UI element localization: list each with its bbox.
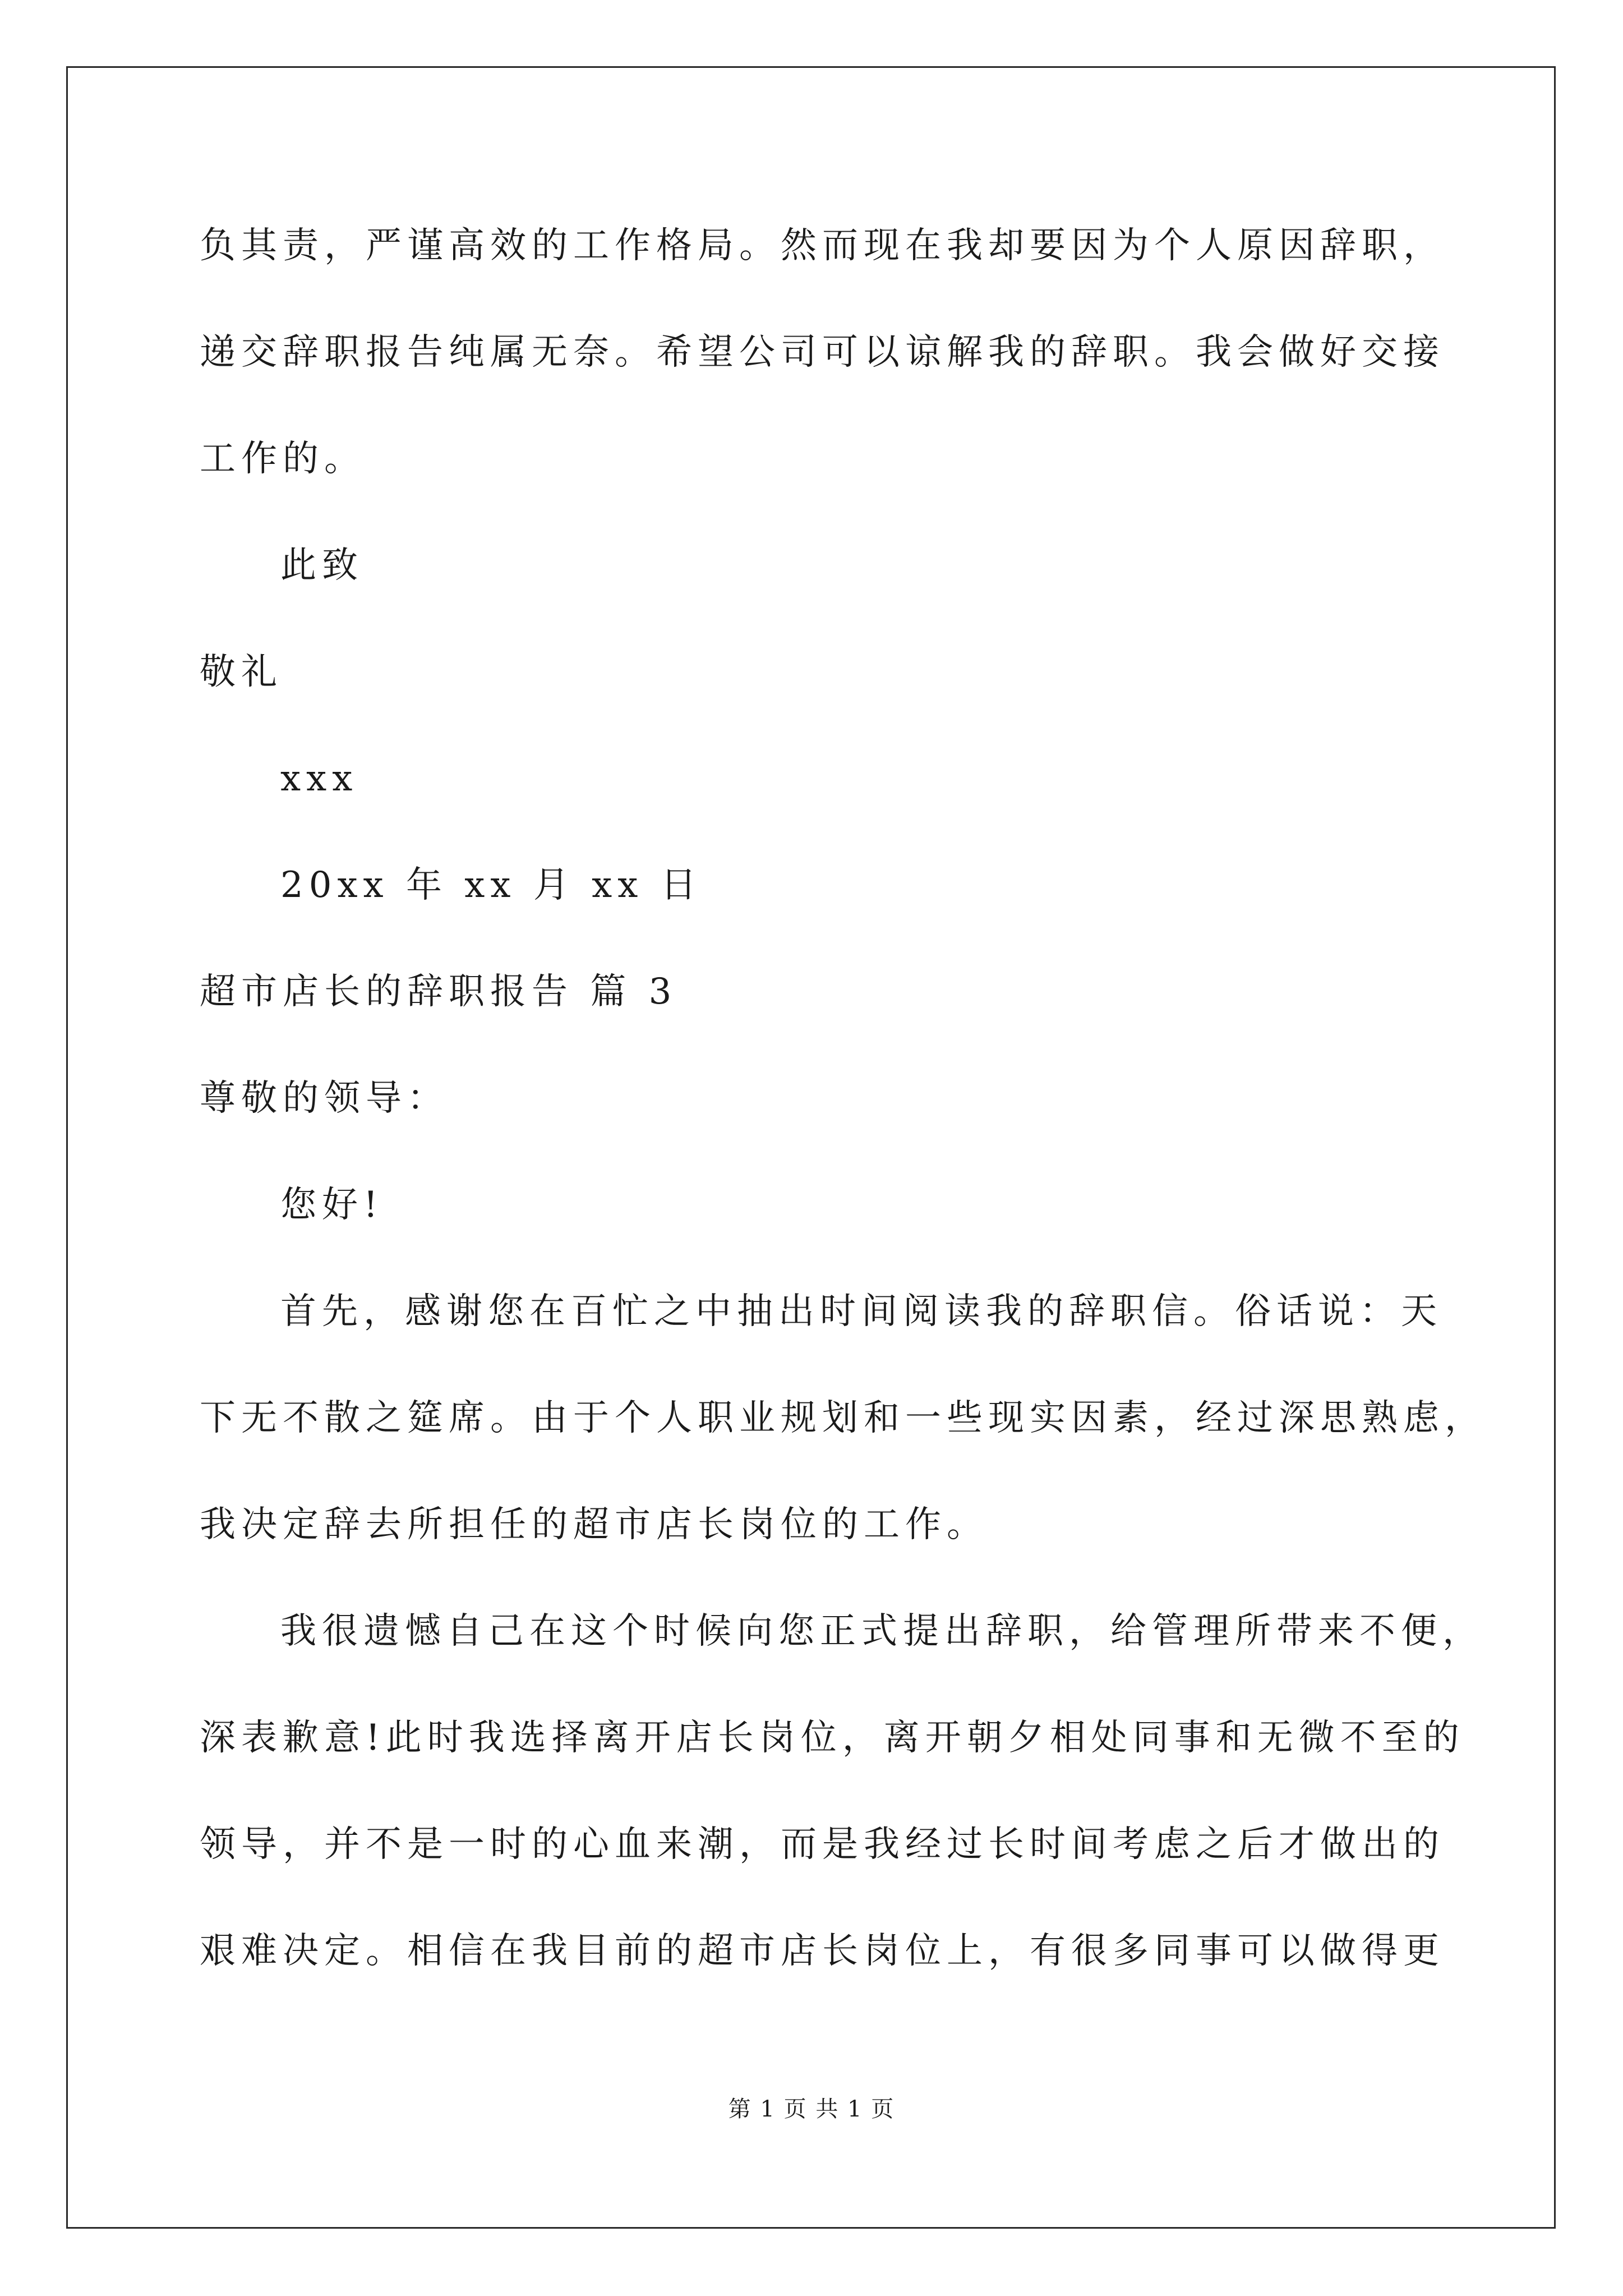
greeting-hello: 您好!: [280, 1184, 384, 1226]
greeting: 尊敬的领导：: [200, 1078, 449, 1119]
signature-name: xxx: [280, 758, 358, 799]
text-line: 我决定辞去所担任的超市店长岗位的工作。: [200, 1504, 988, 1545]
section-heading: 超市店长的辞职报告 篇 3: [200, 971, 677, 1013]
text-line: 负其责，严谨高效的工作格局。然而现在我却要因为个人原因辞职，: [200, 225, 1445, 266]
text-line: 艰难决定。相信在我目前的超市店长岗位上，有很多同事可以做得更: [200, 1930, 1445, 1972]
text-line: 深表歉意!此时我选择离开店长岗位，离开朝夕相处同事和无微不至的: [200, 1717, 1465, 1759]
signature-date: 20xx 年 xx 月 xx 日: [280, 864, 702, 906]
text-line: 下无不散之筵席。由于个人职业规划和一些现实因素，经过深思熟虑，: [200, 1397, 1486, 1439]
text-line: 首先，感谢您在百忙之中抽出时间阅读我的辞职信。俗话说：天: [280, 1291, 1442, 1332]
text-line: 工作的。: [200, 438, 366, 480]
closing-salutation: 此致: [280, 545, 363, 586]
text-line: 我很遗憾自己在这个时候向您正式提出辞职，给管理所带来不便，: [280, 1611, 1484, 1652]
text-line: 领导，并不是一时的心血来潮，而是我经过长时间考虑之后才做出的: [200, 1824, 1445, 1865]
text-line: 递交辞职报告纯属无奈。希望公司可以谅解我的辞职。我会做好交接: [200, 332, 1445, 373]
page-footer: 第 1 页 共 1 页: [728, 2096, 895, 2122]
document-body: [200, 213, 1486, 2025]
closing-regards: 敬礼: [200, 651, 283, 693]
